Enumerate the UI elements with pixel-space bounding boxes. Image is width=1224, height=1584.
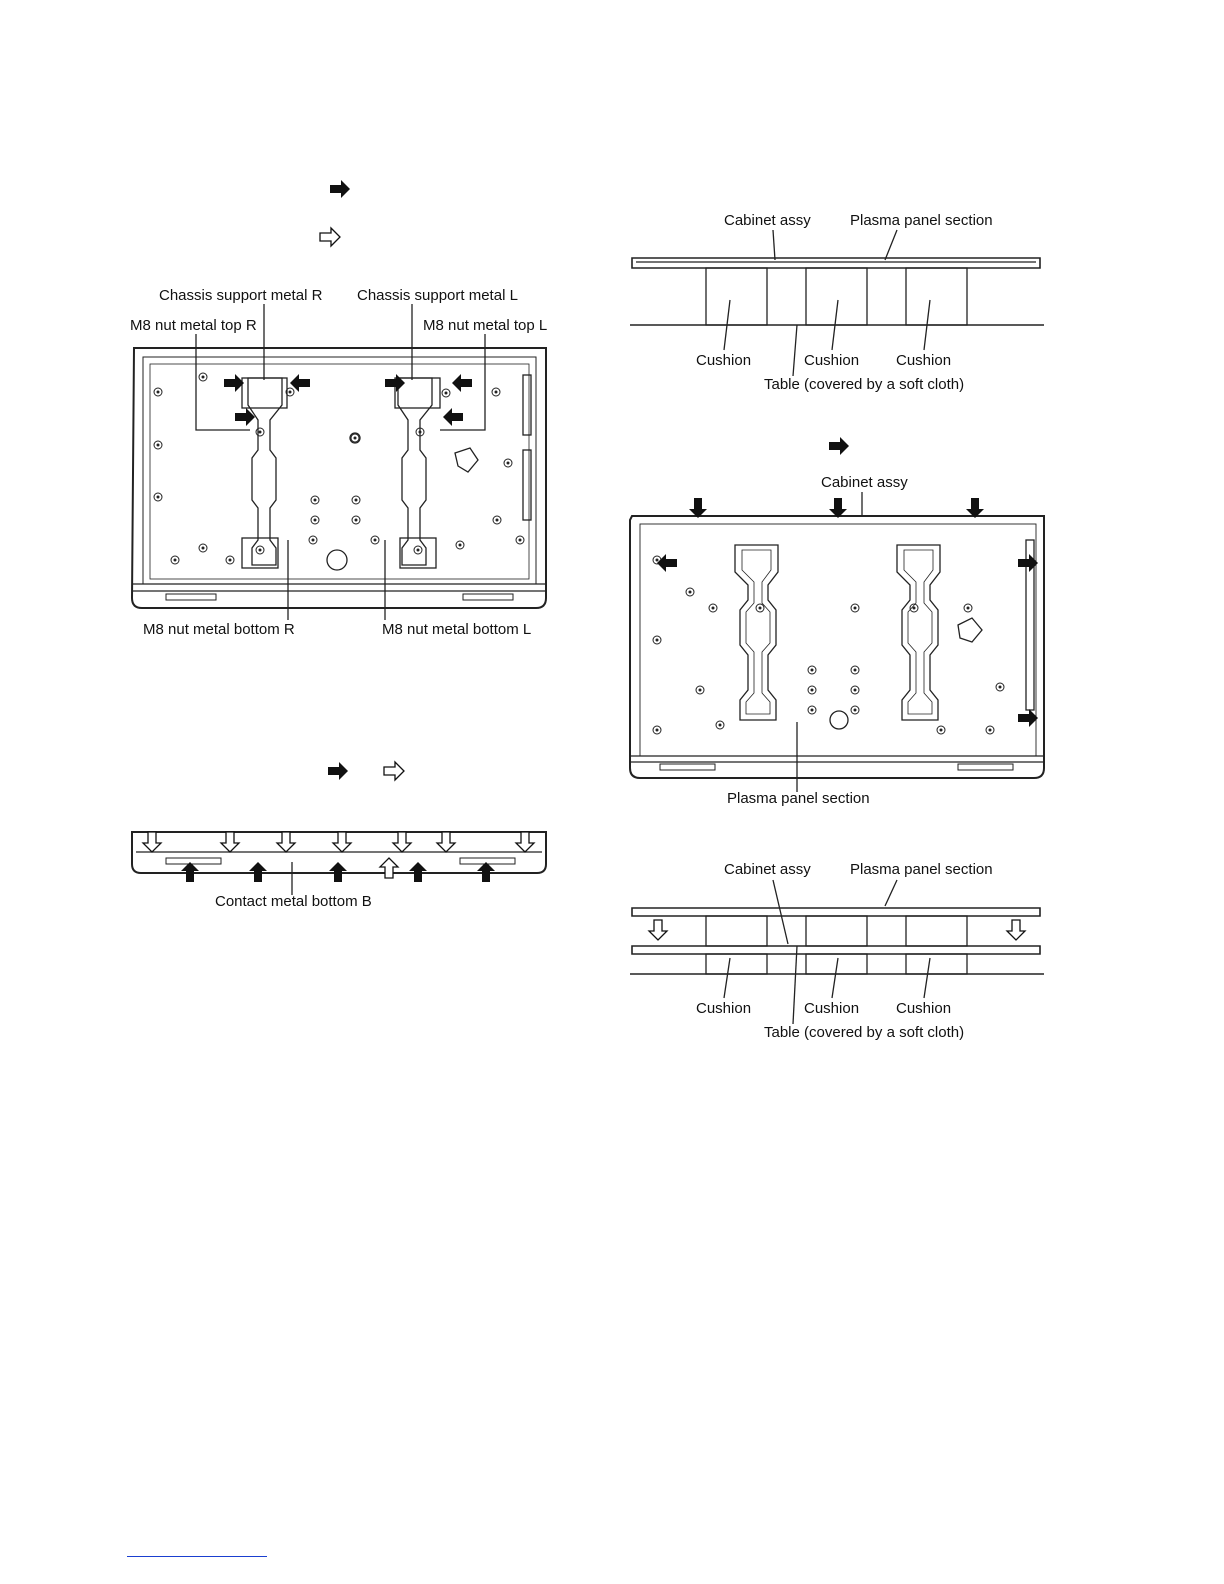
label-table: Table (covered by a soft cloth)	[764, 1024, 965, 1041]
label-cabinet-assy: Cabinet assy	[724, 212, 811, 229]
white-arrow-icon	[320, 228, 340, 246]
black-arrow-icon	[829, 437, 849, 455]
label-table: Table (covered by a soft cloth)	[764, 376, 965, 393]
label-plasma-panel: Plasma panel section	[727, 790, 870, 807]
bottom-strip-arrows	[143, 832, 534, 882]
label-plasma-panel: Plasma panel section	[850, 861, 993, 878]
label-cushion: Cushion	[696, 352, 752, 369]
label-cabinet-assy: Cabinet assy	[821, 474, 908, 491]
label-cushion: Cushion	[804, 1000, 860, 1017]
label-cushion: Cushion	[804, 352, 860, 369]
label-cushion: Cushion	[896, 352, 952, 369]
panel-front-screws	[653, 556, 1004, 734]
label-cushion: Cushion	[696, 1000, 752, 1017]
label-m8-top-l: M8 nut metal top L	[423, 317, 548, 334]
label-chassis-support-l: Chassis support metal L	[357, 287, 518, 304]
footer-link-underline[interactable]	[127, 1556, 267, 1557]
black-arrow-icon	[330, 180, 350, 198]
label-plasma-panel: Plasma panel section	[850, 212, 993, 229]
black-arrow-icon	[328, 762, 348, 780]
label-m8-top-r: M8 nut metal top R	[130, 317, 257, 334]
label-cushion: Cushion	[896, 1000, 952, 1017]
label-m8-bottom-r: M8 nut metal bottom R	[143, 621, 295, 638]
white-arrow-icon	[384, 762, 404, 780]
panel-front-diagram	[630, 492, 1044, 792]
label-m8-bottom-l: M8 nut metal bottom L	[382, 621, 532, 638]
panel-front-arrows	[657, 498, 1038, 727]
removal-arrows	[224, 374, 472, 426]
label-chassis-support-r: Chassis support metal R	[159, 287, 323, 304]
label-cabinet-assy: Cabinet assy	[724, 861, 811, 878]
chassis-screws	[154, 373, 524, 564]
label-contact-metal: Contact metal bottom B	[215, 893, 372, 910]
rear-chassis-diagram	[132, 304, 546, 620]
